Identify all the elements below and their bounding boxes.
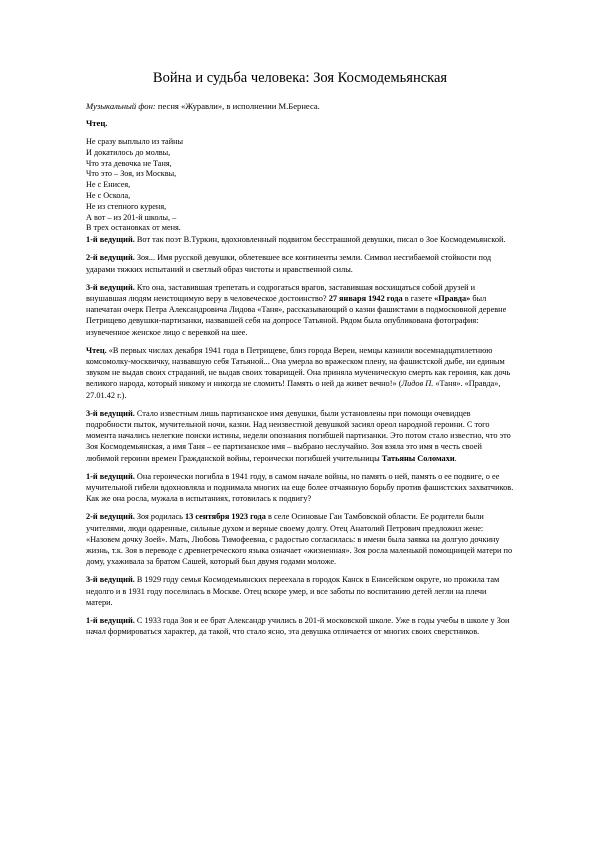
date-highlight: 13 сентября 1923 года: [185, 512, 266, 522]
speaker-label: 2-й ведущий.: [86, 253, 135, 263]
speaker-label: 3-й ведущий.: [86, 282, 135, 292]
poem-line: А вот – из 201-й школы, –: [86, 212, 177, 222]
document-page: [86, 70, 514, 644]
page-title: Война и судьба человека: Зоя Космодемьянская: [152, 70, 448, 86]
poem-line: В трех остановках от меня.: [86, 223, 181, 233]
paragraph-text: С 1933 года Зоя и ее брат Александр учились в 201-й московской школе. Уже в годы учебы в школе у Зои начал формироваться характер, да такой, что стало ясно, эта девушка отличается от многих своих сверстников.: [86, 616, 510, 637]
paragraph-text: в селе Осиновые Гаи Тамбовской области. Ее родители были учителями, люди одаренные, сильные духом и верные своему долгу. Отец Анатолий Петрович предложил жене: «Назовем дочку Зоей». Мать, Любовь Тимофеевна, с радостью согласилась: в имени была заявка на долгую дочкину жизнь, т.к. Зоя в переводе с древнегреческого языка означает «жизненная». Зоя росла маленькой помощницей матери по дому, ухаживала за братом Сашей, который был двумя годами моложе.: [86, 512, 513, 567]
paragraph-text: был напечатан очерк Петра Александровича Лидова «Таня», рассказывающий о казни фашистами в подмосковной деревне Петрищево девушки-партизанки, назвавшей себя на допросе Татьяной. Рядом была опубликована фотография: изувеченное женское лицо с веревкой на шее.: [86, 293, 507, 337]
speaker-label: 1-й ведущий.: [86, 235, 135, 245]
paragraph-text: Кто она, заставившая трепетать и содрогаться врагов, заставившая восхищаться собой друзей и внушавшая людям неистощимую веру в человеческое достоинство?: [86, 282, 476, 303]
paragraph: [86, 282, 514, 338]
paragraph: [86, 345, 514, 401]
poem-line: Не с Оскола,: [86, 190, 131, 200]
paragraph-text: В 1929 году семья Космодемьянских переехала в городок Канск в Енисейском округе, но прожила там недолго и в 1931 году поселилась в Москве. Отец вскоре умер, и все заботы по воспитанию детей легли на плечи матери.: [86, 575, 500, 607]
speaker-label: 1-й ведущий.: [86, 616, 135, 626]
paragraph-text: Она героически погибла в 1941 году, в самом начале войны, но память о ней, память о ее подвиге, о ее мучительной гибели вдохновляла и поднимала многих на еще более отчаянную борьбу против фашистских захватчиков. Как же она росла, мужала в испытаниях, готовилась к подвигу?: [86, 471, 514, 504]
poem-line: Что это – Зоя, из Москвы,: [86, 169, 177, 179]
paragraph-text: Зоя родилась: [134, 512, 186, 522]
paragraph: [86, 252, 514, 274]
newspaper-name: «Правда»: [434, 293, 471, 303]
music-label: Музыкальный фон:: [86, 101, 156, 111]
paragraph-text: «Таня». «Правда», 27.01.42 г.).: [86, 379, 501, 400]
speaker-label: 1-й ведущий.: [86, 471, 135, 481]
paragraph-text: «В первых числах декабря 1941 года в Петрищеве, близ города Вереи, немцы казнили восемнадцатилетнюю комсомолку-москвичку, назвавшую себя Татьяной... Она умерла во вражеском плену, на фашистской дыбе, ни единым звуком не выдав своих страданий, не выдав своих товарищей. Она приняла мученическую смерть как героиня, как дочь великого народа, который никому и никогда не сломить! Память о ней да живет вечно!» (: [86, 345, 511, 389]
poem-line: Не с Енисея,: [86, 180, 131, 190]
poem-line: И докатилось до молвы,: [86, 147, 171, 157]
paragraph: [86, 574, 514, 608]
paragraph: [86, 234, 514, 245]
paragraph: [86, 408, 514, 464]
music-text: песня «Журавли», в исполнении М.Бернеса.: [155, 101, 320, 111]
poem-line: Не из степного куреня,: [86, 201, 167, 211]
speaker-label: 3-й ведущий.: [86, 575, 135, 585]
poem-line: Не сразу выплыло из тайны: [86, 137, 183, 146]
speaker-label: Чтец.: [86, 345, 107, 355]
paragraph-text: Вот так поэт В.Туркин, вдохновленный подвигом бесстрашной девушки, писал о Зое Космодемьянской.: [134, 235, 506, 245]
music-line: [86, 101, 514, 111]
reader-heading: Чтец.: [86, 118, 108, 128]
paragraph-text: Зоя... Имя русской девушки, облетевшее все континенты земли. Символ несгибаемой стойкости под ударами тяжких испытаний и светлый образ чистоты и нравственной силы.: [86, 253, 492, 274]
poem-line: Что эта девочка не Таня,: [86, 158, 172, 168]
poem: [86, 137, 514, 234]
author-citation: Лидов П.: [401, 379, 434, 389]
speaker-label: 3-й ведущий.: [86, 408, 135, 418]
paragraph-text: в газете: [402, 293, 435, 303]
paragraph-text: .: [454, 453, 457, 463]
paragraph-text: Стало известным лишь партизанское имя девушки, были установлены при помощи очевидцев подробности пыток, мучительной ночи, казни. Над неизвестной девушкой засиял ореол народной героини. С того момента начались нелегкие поиски истины, недели опознания погибшей партизанки. Это потом стало известно, что это Зоя Космодемьянская, а имя Таня – ее партизанское имя – выбрано неслучайно. Зоя взяла это имя в честь своей любимой героини времен Гражданской войны, героически погибшей учительницы: [86, 408, 511, 463]
name-highlight: Татьяны Соломахи: [381, 453, 455, 463]
speaker-label: 2-й ведущий.: [86, 512, 135, 522]
paragraph: [86, 511, 514, 567]
paragraph: [86, 471, 514, 505]
date-highlight: 27 января 1942 года: [328, 293, 403, 303]
paragraph: [86, 615, 514, 637]
